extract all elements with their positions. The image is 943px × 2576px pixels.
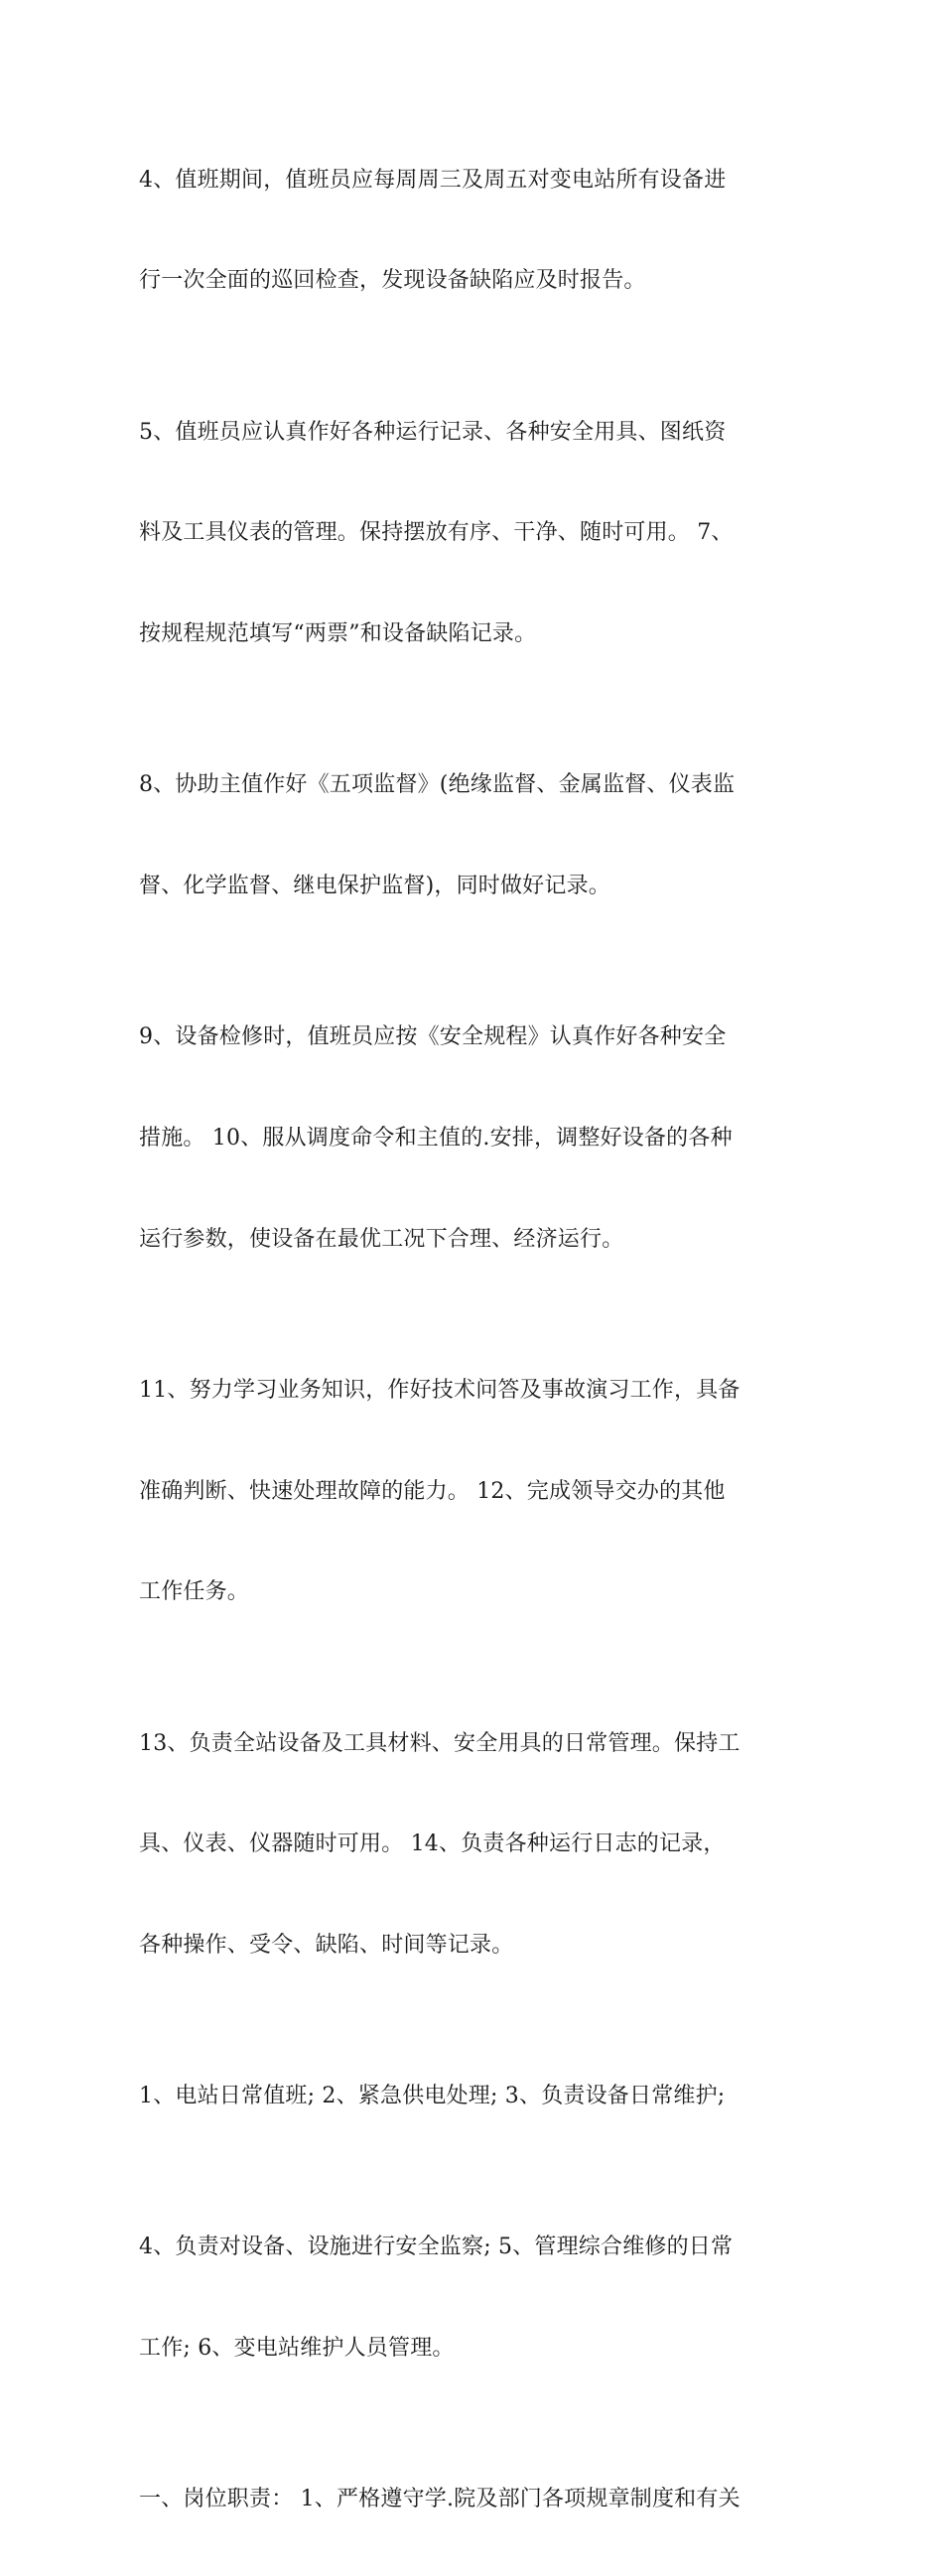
text-line: 督、化学监督、继电保护监督)，同时做好记录。 (139, 873, 610, 898)
text-line: 行一次全面的巡回检查，发现设备缺陷应及时报告。 (139, 268, 646, 294)
text-line: 一、岗位职责： 1、严格遵守学.院及部门各项规章制度和有关 (139, 2487, 741, 2512)
text-line: 9、设备检修时，值班员应按《安全规程》认真作好各种安全 (139, 1024, 727, 1050)
document-body (139, 105, 814, 2576)
text-line: 按规程规范填写“两票”和设备缺陷记录。 (139, 620, 537, 646)
paragraph-duties-4-6 (139, 2173, 814, 2425)
text-line: 8、协助主值作好《五项监督》(绝缘监督、金属监督、仪表监 (139, 772, 736, 798)
text-line: 5、值班员应认真作好各种运行记录、各种安全用具、图纸资 (139, 419, 727, 445)
text-line: 工作; 6、变电站维护人员管理。 (139, 2336, 455, 2362)
text-line: 运行参数，使设备在最优工况下合理、经济运行。 (139, 1226, 624, 1252)
text-line: 各种操作、受令、缺陷、时间等记录。 (139, 1932, 514, 1958)
text-line: 13、负责全站设备及工具材料、安全用具的日常管理。保持工 (139, 1730, 741, 1756)
paragraph-13-14 (139, 1669, 814, 2022)
text-line: 料及工具仪表的管理。保持摆放有序、干净、随时可用。 7、 (139, 520, 734, 546)
text-line: 4、负责对设备、设施进行安全监察; 5、管理综合维修的日常 (139, 2235, 734, 2260)
paragraph-4 (139, 105, 814, 357)
text-line: 准确判断、快速处理故障的能力。 12、完成领导交办的其他 (139, 1478, 726, 1504)
text-line: 4、值班期间，值班员应每周周三及周五对变电站所有设备进 (139, 167, 727, 193)
text-line: 11、努力学习业务知识，作好技术问答及事故演习工作，具备 (139, 1377, 741, 1403)
text-line: 工作任务。 (139, 1579, 250, 1605)
paragraph-5-7 (139, 357, 814, 711)
paragraph-11-12 (139, 1315, 814, 1669)
text-line: 1、电站日常值班; 2、紧急供电处理; 3、负责设备日常维护; (139, 2084, 726, 2109)
paragraph-8 (139, 711, 814, 963)
paragraph-job-responsibilities (139, 2425, 814, 2576)
paragraph-duties-1-3 (139, 2021, 814, 2172)
text-line: 措施。 10、服从调度命令和主值的.安排，调整好设备的各种 (139, 1125, 733, 1151)
text-line: 具、仪表、仪器随时可用。 14、负责各种运行日志的记录， (139, 1831, 726, 1857)
paragraph-9-10 (139, 963, 814, 1316)
